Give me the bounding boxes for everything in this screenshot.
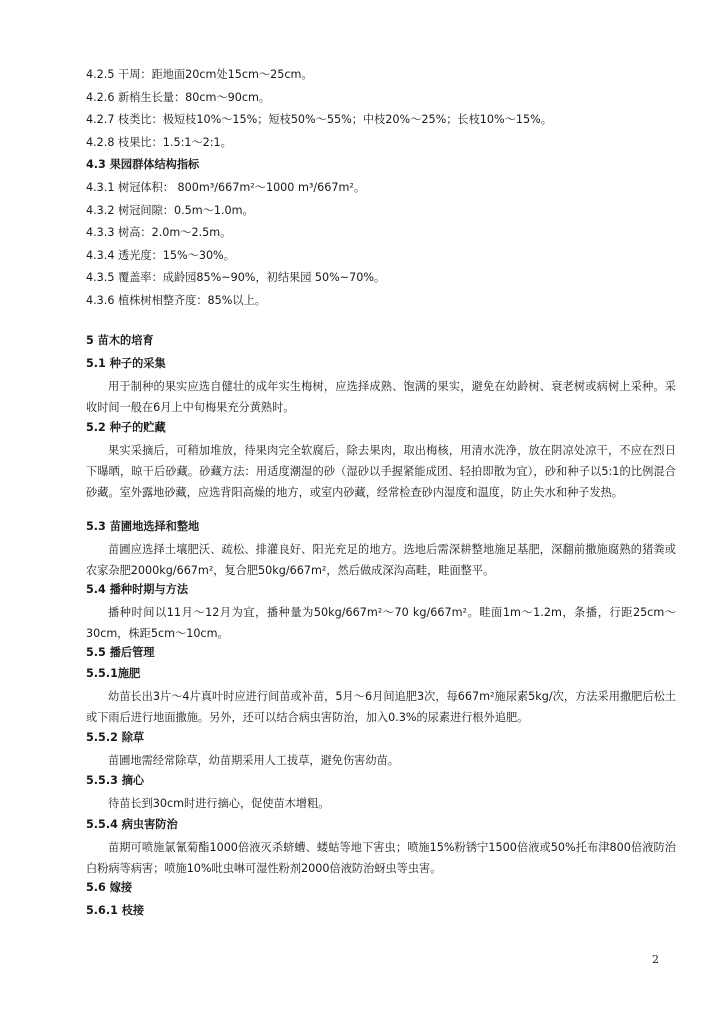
heading-5: 5 苗木的培育 [86,334,154,347]
item-4-3-5: 4.3.5 覆盖率：成龄园85%~90%，初结果园 50%~70%。 [86,271,386,284]
heading-5-5-2: 5.5.2 除草 [86,731,145,744]
item-4-2-7: 4.2.7 枝类比：极短枝10%～15%；短枝50%～55%；中枝20%～25%；长枝10%～15%。 [86,113,552,126]
paragraph-5-2: 果实采摘后，可稍加堆放，待果肉完全软腐后，除去果肉，取出梅核，用清水洗净，放在阴凉处凉干，不应在烈日下曝晒，晾干后砂藏。砂藏方法：用适度潮湿的砂（湿砂以手握紧能成团、轻拍即散为宜），砂和种子以5:1的比例混合砂藏。室外露地砂藏，应选背阳高燥的地方，或室内砂藏，经常检查砂内湿度和温度，防止失水和种子发热。 [86,444,676,499]
item-4-3-1: 4.3.1 树冠体积： 800m³/667m²～1000 m³/667m²。 [86,181,366,194]
heading-5-3: 5.3 苗圃地选择和整地 [86,520,200,533]
item-4-2-6: 4.2.6 新梢生长量：80cm～90cm。 [86,91,271,104]
heading-5-1: 5.1 种子的采集 [86,357,166,370]
heading-5-6: 5.6 嫁接 [86,881,133,894]
heading-5-2: 5.2 种子的贮藏 [86,421,166,434]
heading-5-5-1: 5.5.1施肥 [86,667,141,680]
item-4-3-3: 4.3.3 树高：2.0m～2.5m。 [86,226,232,239]
heading-5-5: 5.5 播后管理 [86,646,155,659]
page-number: 2 [652,953,659,966]
item-4-2-8: 4.2.8 枝果比：1.5:1～2:1。 [86,136,232,149]
paragraph-5-5-2: 苗圃地需经常除草，幼苗期采用人工拔草，避免伤害幼苗。 [108,754,399,767]
heading-5-5-4: 5.5.4 病虫害防治 [86,818,178,831]
heading-5-6-1: 5.6.1 枝接 [86,904,145,917]
paragraph-5-4: 播种时间以11月～12月为宜，播种量为50kg/667m²～70 kg/667m²。畦面1m～1.2m，条播，行距25cm～30cm，株距5cm～10cm。 [86,606,676,640]
item-4-3-2: 4.3.2 树冠间隙：0.5m～1.0m。 [86,204,254,217]
paragraph-5-1: 用于制种的果实应选自健壮的成年实生梅树，应选择成熟、饱满的果实，避免在幼龄树、衰老树或病树上采种。采收时间一般在6月上中旬梅果充分黄熟时。 [86,380,676,414]
paragraph-5-5-1: 幼苗长出3片～4片真叶时应进行间苗或补苗，5月～6月间追肥3次，每667m²施尿素5kg/次，方法采用撒肥后松土或下雨后进行地面撒施。另外，还可以结合病虫害防治，加入0.3%的尿素进行根外追肥。 [86,690,676,724]
heading-4-3: 4.3 果园群体结构指标 [86,158,200,171]
heading-5-5-3: 5.5.3 摘心 [86,774,145,787]
heading-5-4: 5.4 播种时期与方法 [86,583,189,596]
paragraph-5-5-3: 待苗长到30cm时进行摘心，促使苗木增粗。 [108,797,330,810]
paragraph-5-5-4: 苗期可喷施氯氰菊酯1000倍液灭杀蛴螬、蝼蛄等地下害虫；喷施15%粉锈宁1500倍液或50%托布津800倍液防治白粉病等病害；喷施10%吡虫啉可湿性粉剂2000倍液防治蚜虫等虫害。 [86,841,676,875]
item-4-3-4: 4.3.4 透光度：15%～30%。 [86,249,235,262]
paragraph-5-3: 苗圃应选择土壤肥沃、疏松、排灌良好、阳光充足的地方。选地后需深耕整地施足基肥，深翻前撒施腐熟的猪粪或农家杂肥2000kg/667m²，复合肥50kg/667m²，然后做成深沟高畦，畦面整平。 [86,543,676,577]
item-4-2-5: 4.2.5 干周：距地面20cm处15cm～25cm。 [86,68,313,81]
item-4-3-6: 4.3.6 植株树相整齐度：85%以上。 [86,294,266,307]
